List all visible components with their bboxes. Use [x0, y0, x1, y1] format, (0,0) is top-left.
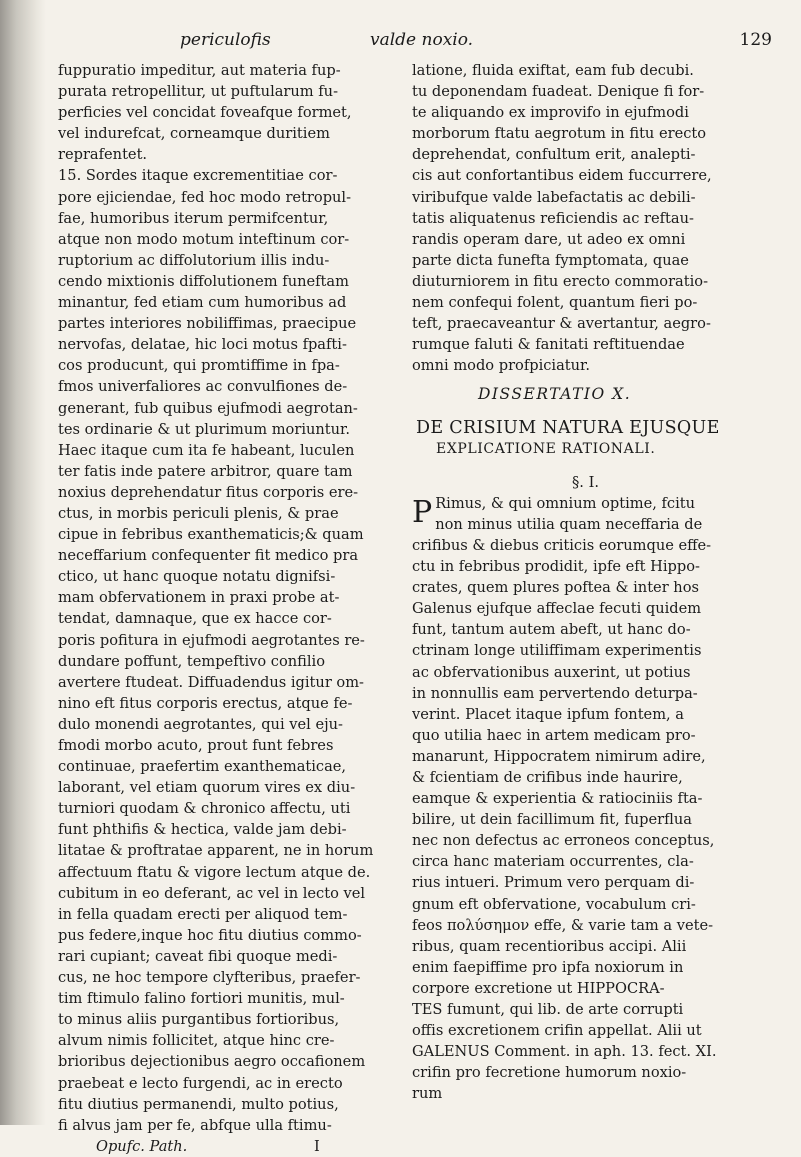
text-line: latione, fluida exiftat, eam fub decubi. [412, 62, 694, 79]
text-line: ter fatis inde patere arbitror, quare tam [58, 462, 353, 480]
text-line: verint. Placet itaque ipfum fontem, a [412, 705, 685, 723]
text-line: in fella quadam erecti per aliquod tem- [58, 905, 348, 923]
text-line: alvum nimis follicitet, atque hinc cre- [58, 1032, 335, 1050]
text-line: enim faepiffime pro ipfa noxiorum in [412, 958, 684, 976]
text-line: fuppuratio impeditur, aut materia fup- [58, 62, 341, 79]
text-line: tes ordinarie & ut plurimum moriuntur. [58, 420, 351, 438]
dropcap-paragraph-start [412, 493, 794, 535]
text-line: dundare poffunt, tempeftivo confilio [58, 652, 326, 670]
text-line: fae, humoribus iterum permifcentur, [58, 209, 329, 227]
text-line: & fcientiam de crifibus inde haurire, [412, 769, 683, 786]
text-line: ctico, ut hanc quoque notatu dignifsi- [58, 568, 336, 586]
text-line: noxius deprehendatur fitus corporis ere- [58, 483, 359, 501]
text-line: rius intueri. Primum vero perquam di- [412, 874, 695, 892]
text-line: ribus, quam recentioribus accipi. Alii [412, 937, 687, 955]
text-line: teft, praecaveantur & avertantur, aegro- [412, 315, 711, 333]
right-column [412, 60, 794, 1105]
text-line: dulo monendi aegrotantes, qui vel eju- [58, 715, 343, 733]
text-line: pus federe,inque hoc fitu diutius commo- [58, 926, 362, 944]
right-column-top-lines [412, 60, 794, 376]
text-line: ctu in febribus prodidit, ipfe eft Hippo- [412, 558, 700, 576]
text-line: atque non modo motum inteftinum cor- [58, 230, 350, 248]
text-line: litatae & proftratae apparent, ne in horum [58, 842, 374, 860]
text-line: fitu diutius permanendi, multo potius, [58, 1095, 339, 1113]
text-line: ac obfervationibus auxerint, ut potius [412, 663, 691, 681]
text-line: rari cupiant; caveat fibi quoque medi- [58, 947, 338, 965]
text-line: bilire, ut dein facillimum fit, fuperflua [412, 811, 692, 829]
text-line: rum [412, 1085, 443, 1103]
text-line: crates, quem plures poftea & inter hos [412, 579, 699, 597]
right-column-body-lines [412, 535, 794, 1105]
running-title-left: periculofis [180, 30, 271, 50]
text-line: avertere ftudeat. Diffuadendus igitur om- [58, 673, 364, 691]
text-line: continuae, praefertim exanthematicae, [58, 758, 347, 776]
text-line: perficies vel concidat foveafque formet, [58, 104, 352, 122]
text-line: brioribus dejectionibus aegro occafionem [58, 1053, 366, 1071]
text-line: nino eft fitus corporis erectus, atque fe- [58, 694, 353, 712]
text-line: non minus utilia quam neceffaria de [435, 515, 703, 533]
text-line: eamque & experientia & ratiociniis fta- [412, 790, 703, 808]
text-line: Haec itaque cum ita fe habeant, luculen [58, 441, 355, 459]
text-line: mam obfervationem in praxi probe at- [58, 589, 340, 607]
text-line: laborant, vel etiam quorum vires ex diu- [58, 779, 356, 797]
text-line: nem confequi folent, quantum fieri po- [412, 294, 698, 312]
text-line: feos πολύσημον effe, & varie tam a vete- [412, 916, 714, 934]
text-line: affectuum ftatu & vigore lectum atque de. [58, 863, 371, 881]
text-line: cis aut confortantibus eidem fuccurrere, [412, 167, 712, 185]
running-header [60, 26, 780, 56]
text-line: fmos univerfaliores ac convulfiones de- [58, 378, 348, 396]
text-line: quo utilia haec in artem medicam pro- [412, 726, 696, 744]
text-line: TES fumunt, qui lib. de arte corrupti [412, 1001, 684, 1019]
text-line: cipue in febribus exanthematicis;& quam [58, 526, 364, 544]
text-line: praebeat e lecto furgendi, ac in erecto [58, 1074, 343, 1092]
dropcap-lines [412, 493, 794, 535]
text-line: neceffarium confequenter fit medico pra [58, 547, 359, 565]
text-line: nec non defectus ac erroneos conceptus, [412, 832, 715, 850]
text-line: purata retropellitur, ut puftularum fu- [58, 83, 339, 101]
text-line: vel indurefcat, corneamque duritiem [58, 125, 330, 143]
text-line: nervofas, delatae, hic loci motus fpafti- [58, 336, 347, 354]
text-line: gnum eft obfervatione, vocabulum cri- [412, 895, 696, 913]
text-line: randis operam dare, ut adeo ex omni [412, 230, 686, 248]
page-number: 129 [739, 30, 772, 50]
running-title-right: valde noxio. [370, 30, 474, 50]
dissertation-heading: DISSERTATIO X. [478, 385, 632, 404]
text-line: cos producunt, qui promtiffime in fpa- [58, 357, 340, 375]
signature: Opufc. Path. [96, 1137, 188, 1155]
text-line: funt phthifis & hectica, valde jam debi- [58, 821, 347, 839]
dropcap: P [412, 494, 433, 530]
text-line: tu deponendam fuadeat. Denique fi for- [412, 83, 705, 101]
binding-gutter [0, 0, 46, 1125]
chapter-title-line-2: EXPLICATIONE RATIONALI. [436, 440, 656, 457]
left-column-lines [58, 60, 402, 1136]
text-line: parte dicta funefta fymptomata, quae [412, 251, 689, 269]
text-line: turniori quodam & chronico affectu, uti [58, 800, 351, 818]
text-line: omni modo profpiciatur. [412, 357, 591, 375]
text-line: fmodi morbo acuto, prout funt febres [58, 737, 334, 754]
text-line: in nonnullis eam pervertendo deturpa- [412, 684, 698, 702]
text-line: ctrinam longe utiliffimam experimentis [412, 642, 702, 660]
text-line: Rimus, & qui omnium optime, fcitu [435, 494, 696, 512]
text-line: tendat, damnaque, que ex hacce cor- [58, 610, 332, 628]
text-line: deprehendat, confultum erit, analepti- [412, 146, 696, 164]
text-line: diuturniorem in fitu erecto commoratio- [412, 272, 708, 290]
text-line: te aliquando ex improvifo in ejufmodi [412, 104, 689, 122]
text-line: pore ejiciendae, fed hoc modo retropul- [58, 188, 352, 206]
signature-line [58, 1136, 402, 1157]
chapter-title-line-1: DE CRISIUM NATURA EJUSQUE [416, 417, 720, 438]
text-line: ctus, in morbis periculi plenis, & prae [58, 504, 339, 522]
text-line: ruptorium ac diffolutorium illis indu- [58, 251, 330, 269]
text-line: viribufque valde labefactatis ac debili- [412, 188, 696, 206]
text-line: circa hanc materiam occurrentes, cla- [412, 853, 694, 871]
text-line: rumque faluti & fanitati reftituendae [412, 336, 685, 354]
text-line: tatis aliquatenus reficiendis ac reftau- [412, 209, 694, 227]
text-line: to minus aliis purgantibus fortioribus, [58, 1011, 340, 1029]
text-line: crifin pro fecretione humorum noxio- [412, 1064, 687, 1082]
text-line: manarunt, Hippocratem nimirum adire, [412, 747, 706, 765]
text-line: generant, fub quibus ejufmodi aegrotan- [58, 399, 358, 417]
section-mark: §. I. [572, 473, 599, 491]
text-line: morborum ftatu aegrotum in fitu erecto [412, 125, 707, 143]
signature-mark: I [314, 1137, 320, 1155]
text-line: partes interiores nobiliffimas, praecipue [58, 315, 357, 333]
text-line: funt, tantum autem abeft, ut hanc do- [412, 621, 691, 639]
text-line: cendo mixtionis diffolutionem funeftam [58, 272, 349, 290]
text-line: cus, ne hoc tempore clyfteribus, praefer- [58, 969, 361, 987]
text-line: corpore excretione ut HIPPOCRA- [412, 979, 665, 997]
text-line: crifibus & diebus criticis eorumque effe- [412, 536, 712, 554]
text-line: tim ftimulo falino fortiori munitis, mul- [58, 990, 345, 1008]
text-line: cubitum in eo deferant, ac vel in lecto vel [58, 884, 366, 902]
text-line: GALENUS Comment. in aph. 13. fect. XI. [412, 1043, 717, 1061]
left-column [58, 60, 402, 1157]
text-line: poris pofitura in ejufmodi aegrotantes re- [58, 631, 365, 649]
text-line: 15. Sordes itaque excrementitiae cor- [58, 167, 338, 185]
text-line: reprafentet. [58, 146, 148, 164]
text-line: minantur, fed etiam cum humoribus ad [58, 294, 347, 312]
text-line: fi alvus jam per fe, abfque ulla ftimu- [58, 1116, 332, 1134]
text-line: offis excretionem crifin appellat. Alii ut [412, 1022, 702, 1040]
text-line: Galenus ejufque affeclae fecuti quidem [412, 600, 702, 618]
